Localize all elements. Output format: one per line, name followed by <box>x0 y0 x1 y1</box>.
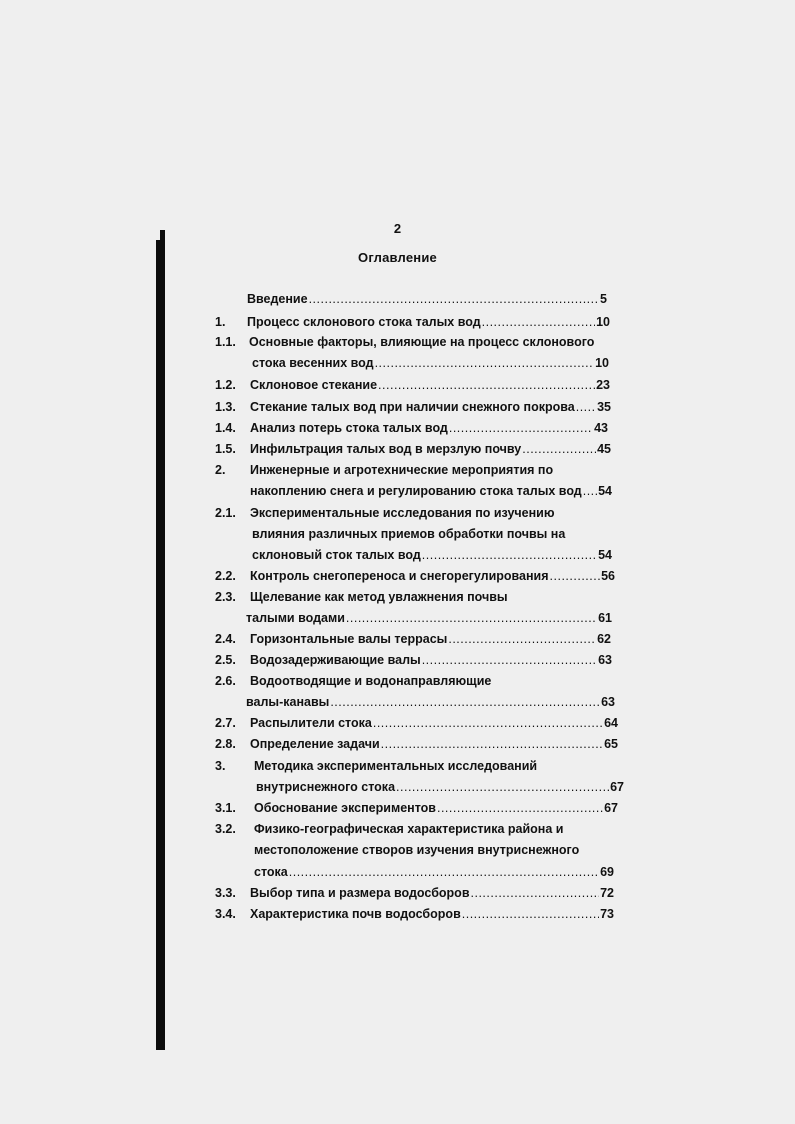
toc-entry-1-5 <box>250 441 611 457</box>
toc-entry-page: 64 <box>604 716 618 730</box>
toc-entry-text: Методика экспериментальных исследований <box>254 759 538 773</box>
toc-entry-text-cont: внутриснежного стока <box>256 780 396 794</box>
toc-entry-text: Горизонтальные валы террасы <box>250 632 448 646</box>
toc-entry-2-8 <box>250 736 618 752</box>
toc-entry-text-cont: талыми водами <box>246 611 345 625</box>
leader-dots <box>396 779 609 795</box>
toc-entry-text: Характеристика почв водосборов <box>250 907 461 921</box>
toc-entry-2-3-cont <box>246 610 612 626</box>
toc-entry-introduction <box>247 291 607 307</box>
toc-entry-page: 54 <box>598 484 612 498</box>
toc-entry-2-5 <box>250 652 612 668</box>
toc-entry-1 <box>247 314 610 330</box>
toc-entry-text-cont: склоновый сток талых вод <box>252 548 421 562</box>
toc-entry-2-3 <box>250 589 508 605</box>
toc-entry-page: 63 <box>601 695 615 709</box>
toc-entry-text-cont: накоплению снега и регулированию стока талых вод <box>250 484 582 498</box>
toc-entry-text: Инженерные и агротехнические мероприятия по <box>250 463 554 477</box>
toc-entry-text: Анализ потерь стока талых вод <box>250 421 448 435</box>
leader-dots <box>462 906 599 922</box>
toc-entry-number: 2.5. <box>215 653 236 667</box>
leader-dots <box>375 355 595 371</box>
toc-entry-text-cont: валы-канавы <box>246 695 330 709</box>
toc-entry-text: Обоснование экспериментов <box>254 801 436 815</box>
toc-entry-page: 35 <box>597 400 611 414</box>
toc-entry-2-6 <box>250 673 491 689</box>
toc-title: Оглавление <box>358 250 437 265</box>
toc-entry-page: 56 <box>601 569 615 583</box>
toc-entry-text: Щелевание как метод увлажнения почвы <box>250 590 508 604</box>
toc-entry-text-cont: местоположение створов изучения внутриснежного <box>254 843 580 857</box>
toc-entry-number: 3. <box>215 759 226 773</box>
leader-dots <box>482 314 595 330</box>
toc-entry-page: 69 <box>600 865 614 879</box>
toc-entry-page: 61 <box>598 611 612 625</box>
toc-entry-3-cont <box>256 779 624 795</box>
toc-entry-text-cont: влияния различных приемов обработки почвы на <box>252 527 566 541</box>
toc-entry-page: 67 <box>604 801 618 815</box>
toc-entry-2-4 <box>250 631 611 647</box>
leader-dots <box>576 399 596 415</box>
leader-dots <box>422 652 597 668</box>
toc-entry-number: 2.1. <box>215 506 236 520</box>
toc-entry-page: 63 <box>598 653 612 667</box>
leader-dots <box>448 631 596 647</box>
toc-entry-page: 5 <box>600 292 607 306</box>
toc-entry-3-1 <box>254 800 618 816</box>
toc-entry-number: 2.7. <box>215 716 236 730</box>
toc-entry-text: Распылители стока <box>250 716 372 730</box>
toc-entry-1-2 <box>250 377 610 393</box>
toc-entry-text: Выбор типа и размера водосборов <box>250 886 470 900</box>
toc-entry-1-1-cont <box>252 355 609 371</box>
toc-entry-number: 1.4. <box>215 421 236 435</box>
leader-dots <box>471 885 600 901</box>
toc-entry-2-cont <box>250 483 612 499</box>
toc-entry-page: 10 <box>595 356 609 370</box>
toc-entry-2-1-cont <box>252 547 612 563</box>
toc-entry-text: Экспериментальные исследования по изучению <box>250 506 555 520</box>
toc-entry-page: 62 <box>597 632 611 646</box>
leader-dots <box>583 483 597 499</box>
toc-entry-number: 3.4. <box>215 907 236 921</box>
toc-entry-number: 2.6. <box>215 674 236 688</box>
leader-dots <box>522 441 596 457</box>
toc-entry-page: 54 <box>598 548 612 562</box>
toc-entry-number: 3.3. <box>215 886 236 900</box>
leader-dots <box>309 291 599 307</box>
leader-dots <box>381 736 603 752</box>
toc-entry-page: 65 <box>604 737 618 751</box>
toc-entry-3-4 <box>250 906 614 922</box>
toc-entry-number: 2.8. <box>215 737 236 751</box>
leader-dots <box>373 715 603 731</box>
toc-entry-number: 1.2. <box>215 378 236 392</box>
toc-entry-2-1 <box>250 505 555 521</box>
leader-dots <box>449 420 593 436</box>
toc-entry-text: Контроль снегопереноса и снегорегулирования <box>250 569 549 583</box>
toc-entry-2 <box>250 462 553 478</box>
toc-entry-page: 10 <box>596 315 610 329</box>
toc-entry-text: Определение задачи <box>250 737 380 751</box>
toc-entry-page: 67 <box>610 780 624 794</box>
toc-entry-number: 2.3. <box>215 590 236 604</box>
toc-entry-text: Склоновое стекание <box>250 378 378 392</box>
toc-entry-3-2-cont <box>254 864 614 880</box>
toc-entry-2-2 <box>250 568 615 584</box>
page-number: 2 <box>393 221 402 236</box>
toc-entry-1-4 <box>250 420 608 436</box>
toc-entry-number: 1.3. <box>215 400 236 414</box>
toc-entry-number: 2.2. <box>215 569 236 583</box>
leader-dots <box>437 800 603 816</box>
toc-entry-3-2 <box>254 821 563 837</box>
toc-entry-2-6-cont <box>246 694 615 710</box>
toc-entry-text: Физико-географическая характеристика района и <box>254 822 564 836</box>
toc-entry-text: Стекание талых вод при наличии снежного покрова <box>250 400 575 414</box>
toc-entry-number: 1.5. <box>215 442 236 456</box>
toc-entry-page: 45 <box>597 442 611 456</box>
toc-entry-3-3 <box>250 885 614 901</box>
toc-entry-text: Водоотводящие и водонаправляющие <box>250 674 492 688</box>
toc-entry-text-cont: стока <box>254 865 288 879</box>
toc-entry-number: 2.4. <box>215 632 236 646</box>
toc-entry-text: Водозадерживающие валы <box>250 653 421 667</box>
toc-entry-number: 1.1. <box>215 335 236 349</box>
toc-entry-text: Инфильтрация талых вод в мерзлую почву <box>250 442 522 456</box>
leader-dots <box>289 864 599 880</box>
leader-dots <box>550 568 601 584</box>
leader-dots <box>378 377 595 393</box>
toc-entry-text-cont: стока весенних вод <box>252 356 374 370</box>
toc-entry-page: 43 <box>594 421 608 435</box>
leader-dots <box>330 694 600 710</box>
toc-entry-text: Введение <box>247 292 308 306</box>
toc-entry-number: 3.1. <box>215 801 236 815</box>
toc-entry-text: Процесс склонового стока талых вод <box>247 315 481 329</box>
toc-entry-2-1-cont1 <box>252 526 565 542</box>
toc-entry-page: 23 <box>596 378 610 392</box>
toc-entry-3-2-cont1 <box>254 842 579 858</box>
toc-entry-text: Основные факторы, влияющие на процесс склонового <box>249 335 595 349</box>
toc-entry-number: 1. <box>215 315 226 329</box>
toc-entry-3 <box>254 758 537 774</box>
leader-dots <box>346 610 597 626</box>
toc-entry-page: 73 <box>600 907 614 921</box>
toc-entry-number: 2. <box>215 463 226 477</box>
toc-entry-1-3 <box>250 399 611 415</box>
toc-entry-number: 3.2. <box>215 822 236 836</box>
toc-entry-page: 72 <box>600 886 614 900</box>
leader-dots <box>422 547 597 563</box>
toc-entry-1-1 <box>249 334 594 350</box>
toc-entry-2-7 <box>250 715 618 731</box>
